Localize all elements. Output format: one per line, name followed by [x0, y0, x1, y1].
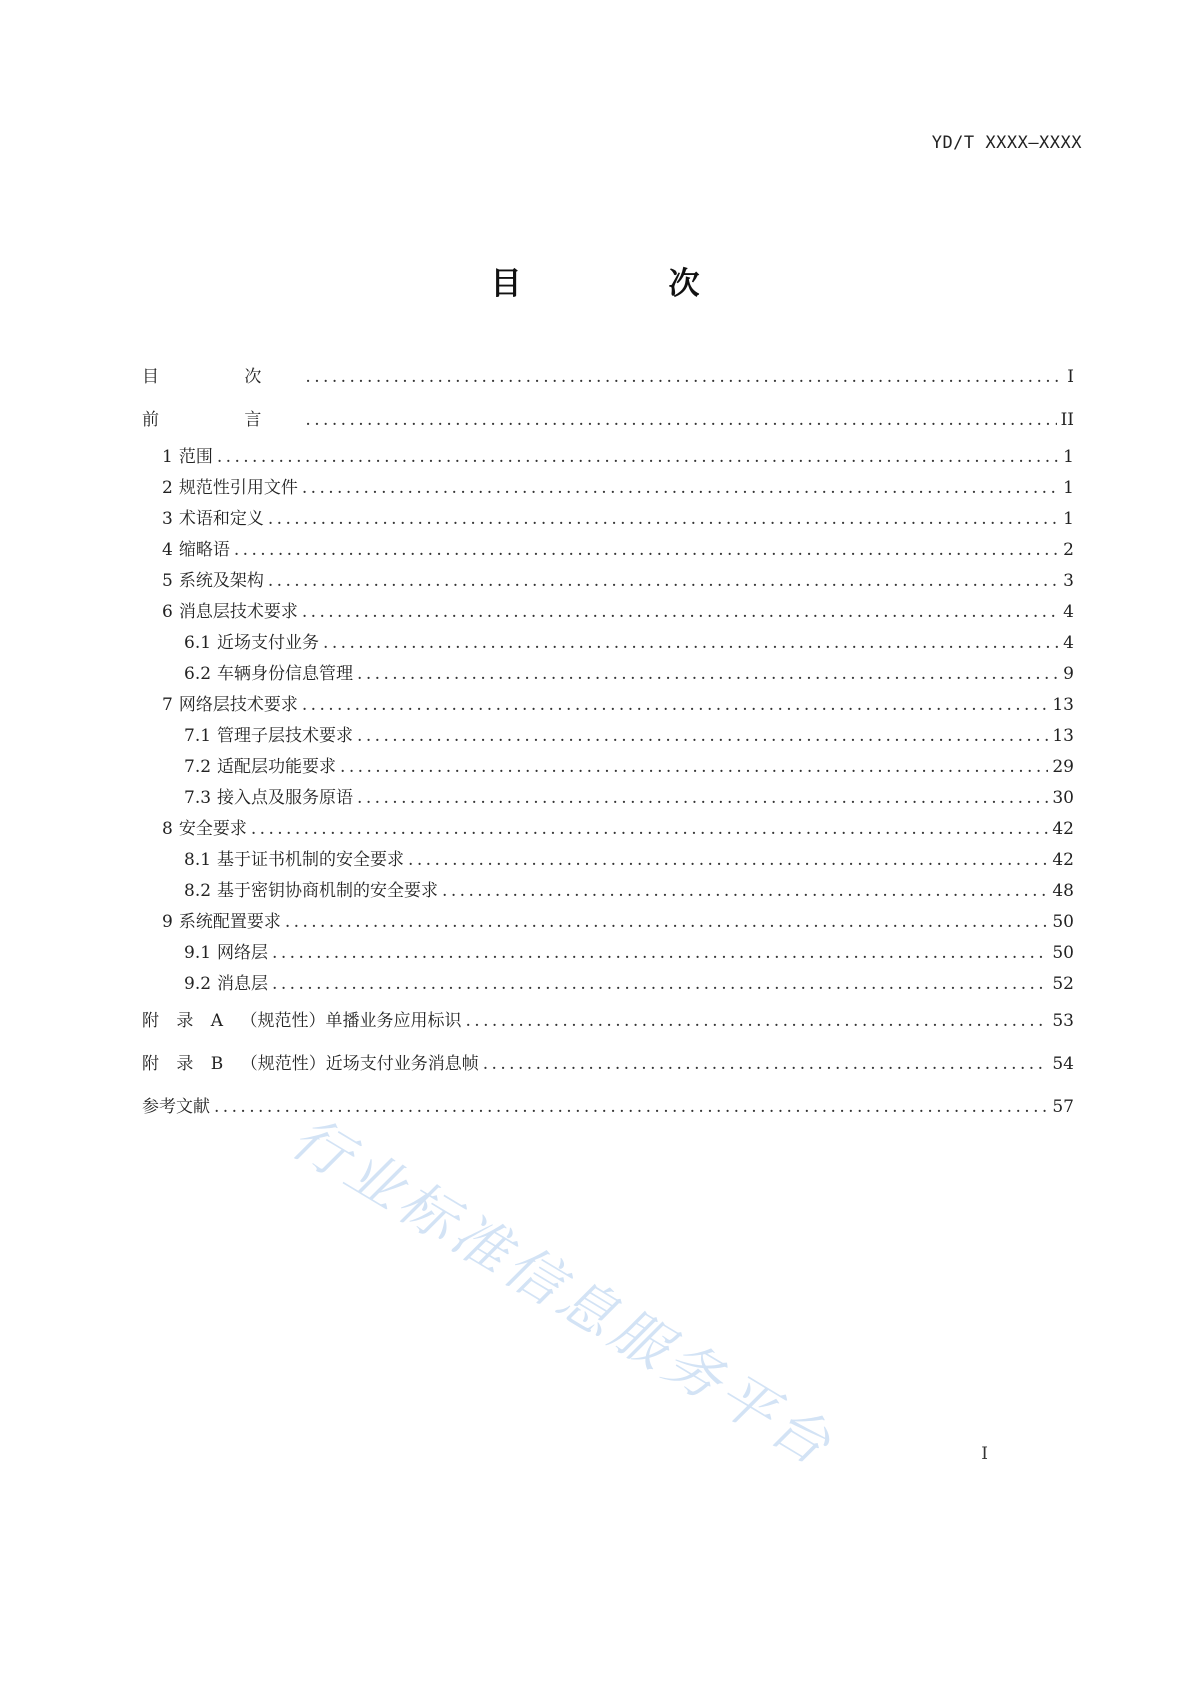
toc-entry-chapter[interactable] — [142, 504, 1074, 535]
watermark: 行业标准信息服务平台 — [280, 1105, 846, 1481]
leader-dots — [408, 845, 1048, 876]
toc-entry-number: 9.1 — [184, 943, 212, 963]
toc-entry-label: 系统及架构 — [178, 571, 264, 591]
toc-entry-chapter[interactable] — [142, 814, 1074, 845]
leader-dots — [305, 399, 1056, 442]
toc-entry-chapter[interactable] — [142, 535, 1074, 566]
page-number: I — [981, 1444, 988, 1464]
toc-entry-label: 术语和定义 — [178, 509, 264, 529]
toc-entry-page: 50 — [1052, 912, 1074, 932]
toc-entry-section[interactable] — [142, 783, 1074, 814]
toc-entry-annex-b[interactable] — [142, 1043, 1074, 1086]
toc-entry-page: 30 — [1052, 788, 1074, 808]
toc-entry-page: 42 — [1052, 850, 1074, 870]
toc-entry-label: 基于密钥协商机制的安全要求 — [217, 881, 439, 901]
toc-entry-number: 9.2 — [184, 974, 212, 994]
toc-entry-page: 4 — [1063, 602, 1074, 622]
toc-entry-foreword[interactable] — [142, 399, 1074, 442]
toc-entry-chapter[interactable] — [142, 473, 1074, 504]
leader-dots — [357, 659, 1058, 690]
toc-entry-page: I — [1067, 367, 1074, 387]
document-code: YD/T XXXX—XXXX — [931, 133, 1082, 153]
toc-entry-section[interactable] — [142, 969, 1074, 1000]
leader-dots — [305, 356, 1058, 399]
toc-entry-number: 6.1 — [184, 633, 212, 653]
leader-dots — [323, 628, 1058, 659]
toc-entry-section[interactable] — [142, 721, 1074, 752]
toc-entry-page: 50 — [1052, 943, 1074, 963]
toc-entry-chapter[interactable] — [142, 442, 1074, 473]
toc-entry-label: 接入点及服务原语 — [217, 788, 354, 808]
toc-entry-page: 13 — [1052, 726, 1074, 746]
toc-entry-number: 6.2 — [184, 664, 212, 684]
leader-dots — [483, 1043, 1049, 1086]
toc-entry-label: 网络层 — [217, 943, 269, 963]
toc-entry-label: 前 言 — [142, 410, 302, 430]
toc-entry-chapter[interactable] — [142, 597, 1074, 628]
toc-entry-chapter[interactable] — [142, 566, 1074, 597]
toc-entry-page: 1 — [1063, 478, 1074, 498]
toc-entry-section[interactable] — [142, 845, 1074, 876]
leader-dots — [234, 535, 1058, 566]
leader-dots — [357, 783, 1048, 814]
toc-entry-number: 6 — [162, 602, 173, 622]
leader-dots — [302, 473, 1058, 504]
toc-entry-label: 安全要求 — [178, 819, 247, 839]
toc-entry-number: 8.2 — [184, 881, 212, 901]
toc-entry-label: 基于证书机制的安全要求 — [217, 850, 405, 870]
leader-dots — [340, 752, 1048, 783]
toc-entry-page: 42 — [1052, 819, 1074, 839]
leader-dots — [285, 907, 1049, 938]
toc-entry-number: 1 — [162, 447, 173, 467]
toc-entry-label: 规范性引用文件 — [178, 478, 298, 498]
toc-entry-page: 4 — [1063, 633, 1074, 653]
toc-entry-section[interactable] — [142, 752, 1074, 783]
toc-entry-label: 缩略语 — [178, 540, 230, 560]
leader-dots — [217, 442, 1058, 473]
toc-entry-page: 13 — [1052, 695, 1074, 715]
toc-entry-annex-a[interactable] — [142, 1000, 1074, 1043]
toc-entry-number: 2 — [162, 478, 173, 498]
toc-entry-chapter[interactable] — [142, 907, 1074, 938]
toc-entry-section[interactable] — [142, 938, 1074, 969]
toc-entry-page: 53 — [1052, 1011, 1074, 1031]
toc-entry-page: 57 — [1052, 1097, 1074, 1117]
toc-entry-bibliography[interactable] — [142, 1086, 1074, 1129]
leader-dots — [357, 721, 1048, 752]
toc-entry-page: 48 — [1052, 881, 1074, 901]
toc-entry-label: 范围 — [178, 447, 213, 467]
toc-entry-page: 9 — [1063, 664, 1074, 684]
toc-entry-label: 管理子层技术要求 — [217, 726, 354, 746]
toc-entry-page: 1 — [1063, 447, 1074, 467]
toc-entry-page: 3 — [1063, 571, 1074, 591]
toc-entry-label: 近场支付业务 — [217, 633, 320, 653]
toc-entry-label: 系统配置要求 — [178, 912, 281, 932]
toc-entry-label: 消息层技术要求 — [178, 602, 298, 622]
toc-entry-contents[interactable] — [142, 356, 1074, 399]
leader-dots — [442, 876, 1048, 907]
toc-entry-number: 7.2 — [184, 757, 212, 777]
leader-dots — [251, 814, 1049, 845]
toc-entry-page: 54 — [1052, 1054, 1074, 1074]
leader-dots — [272, 969, 1048, 1000]
leader-dots — [268, 566, 1058, 597]
toc-entry-label: 附 录 A （规范性）单播业务应用标识 — [142, 1011, 462, 1031]
table-of-contents — [142, 356, 1074, 1129]
leader-dots — [268, 504, 1058, 535]
toc-entry-page: II — [1060, 410, 1074, 430]
toc-entry-label: 网络层技术要求 — [178, 695, 298, 715]
toc-entry-number: 7.1 — [184, 726, 212, 746]
leader-dots — [466, 1000, 1049, 1043]
toc-entry-label: 消息层 — [217, 974, 269, 994]
toc-entry-page: 2 — [1063, 540, 1074, 560]
leader-dots — [302, 597, 1058, 628]
toc-entry-number: 5 — [162, 571, 173, 591]
toc-entry-number: 8.1 — [184, 850, 212, 870]
toc-title: 目 次 — [490, 266, 758, 302]
toc-entry-page: 1 — [1063, 509, 1074, 529]
toc-entry-number: 7.3 — [184, 788, 212, 808]
toc-entry-number: 8 — [162, 819, 173, 839]
toc-entry-number: 4 — [162, 540, 173, 560]
toc-entry-label: 附 录 B （规范性）近场支付业务消息帧 — [142, 1054, 479, 1074]
toc-entry-label: 适配层功能要求 — [217, 757, 337, 777]
leader-dots — [302, 690, 1049, 721]
toc-entry-section[interactable] — [142, 876, 1074, 907]
toc-entry-page: 29 — [1052, 757, 1074, 777]
toc-entry-label: 参考文献 — [142, 1097, 210, 1117]
leader-dots — [272, 938, 1048, 969]
toc-entry-page: 52 — [1052, 974, 1074, 994]
toc-entry-chapter[interactable] — [142, 690, 1074, 721]
toc-entry-section[interactable] — [142, 659, 1074, 690]
leader-dots — [214, 1086, 1048, 1129]
toc-entry-label: 车辆身份信息管理 — [217, 664, 354, 684]
toc-entry-label: 目 次 — [142, 367, 302, 387]
toc-entry-number: 3 — [162, 509, 173, 529]
toc-entry-section[interactable] — [142, 628, 1074, 659]
toc-entry-number: 9 — [162, 912, 173, 932]
toc-entry-number: 7 — [162, 695, 173, 715]
